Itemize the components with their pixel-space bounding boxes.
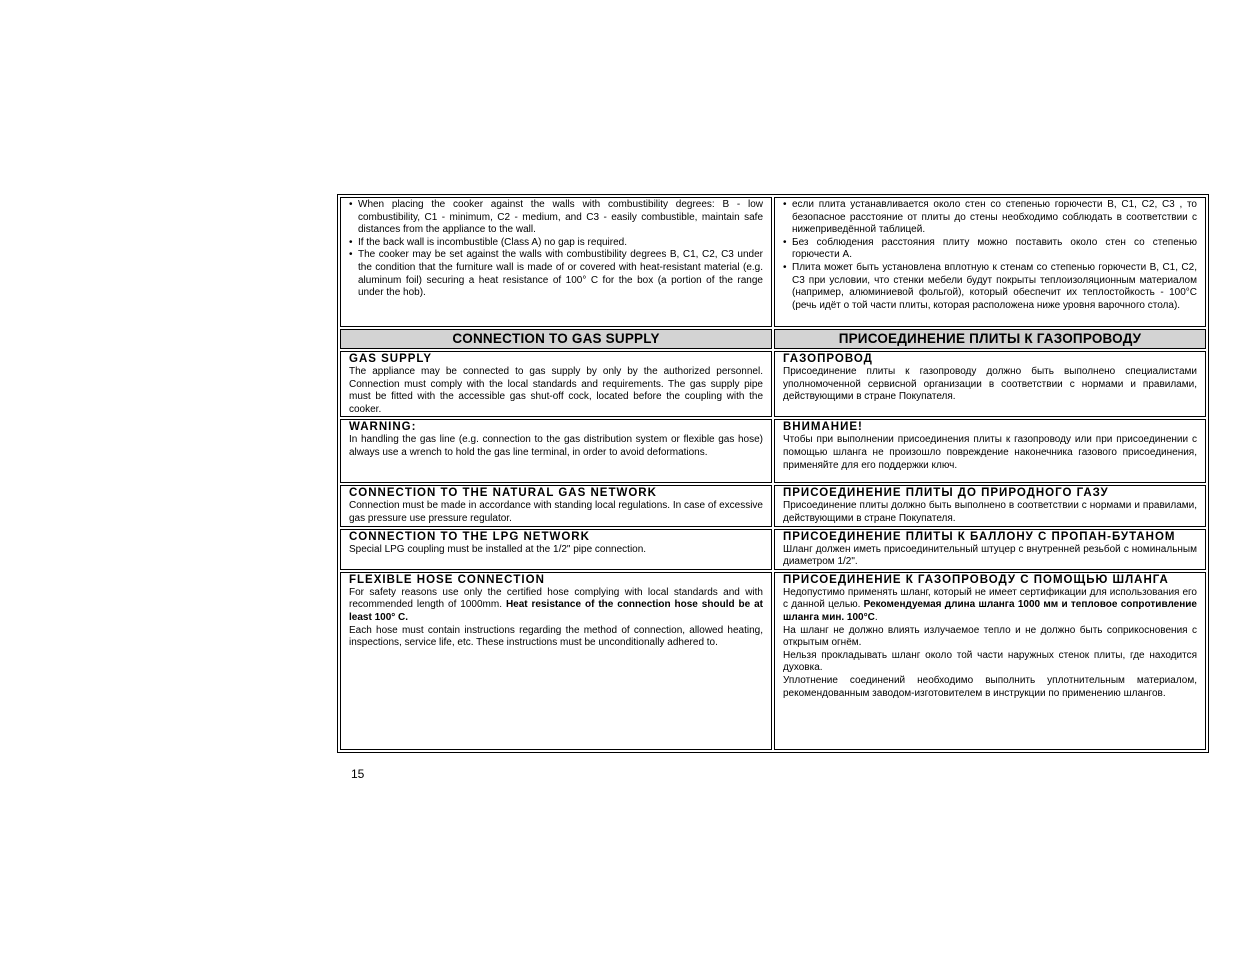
table-row [340,197,1206,327]
hose-text-1-end-ru: . [874,611,878,623]
warning-text-ru: Чтобы при выполнении присоединения плиты к газопроводу или при присоединении с помощью шланга не произошло повреждение наконечника газового присоединения, применяйте для его поддержки ключ. [783,434,1197,471]
table-row [340,485,1206,526]
lpg-text-ru: Шланг должен иметь присоединительный штуцер с внутренней резьбой с номинальным диаметром 1/2". [783,543,1197,568]
manual-table [337,194,1209,753]
section-header-ru: ПРИСОЕДИНЕНИЕ ПЛИТЫ К ГАЗОПРОВОДУ [774,329,1206,349]
hose-title-en: FLEXIBLE HOSE CONNECTION [349,573,545,586]
hose-par-1-ru [783,587,1197,625]
hose-cell-ru [774,572,1206,750]
lpg-title-ru: ПРИСОЕДИНЕНИЕ ПЛИТЫ К БАЛЛОНУ С ПРОПАН-БУТАНОМ [783,530,1176,543]
list-item: • Плита может быть установлена вплотную к стенам со степенью горючести B, C1, C2, C3 при условии, что стенки мебели будут покрыты теплоизоляционным материалом (например, алюминиевой фольгой), который обеспечит их теплостойкость - 100°C (речь идёт о той части плиты, которая расположена ниже уровня варочного стола). [783,262,1197,312]
warning-cell-ru [774,419,1206,483]
lpg-cell-en [340,529,772,570]
hose-title-ru: ПРИСОЕДИНЕНИЕ К ГАЗОПРОВОДУ С ПОМОЩЬЮ ШЛАНГА [783,573,1169,586]
gas-supply-cell-en [340,351,772,417]
lpg-title-en: CONNECTION TO THE LPG NETWORK [349,530,590,543]
hose-par-2-en: Each hose must contain instructions regarding the method of connection, allowed heating, inspections, service life, etc. These instructions must be unconditionally adhered to. [349,624,763,649]
bullet-list-en [349,199,763,300]
gas-supply-text-ru: Присоединение плиты к газопроводу должно быть выполнено специалистами уполномоченной сервисной организации в соответствии с нормами и правилами, действующими в стране Покупателя. [783,366,1197,403]
table-row [340,572,1206,750]
hose-par-3-ru: Нельзя прокладывать шланг около той части наружных стенок плиты, где находится духовка. [783,649,1197,674]
table-row [340,351,1206,417]
natural-gas-text-en: Connection must be made in accordance with standing local regulations. In case of excessive gas pressure use pressure regulator. [349,500,763,524]
warning-text-en: In handling the gas line (e.g. connection to the gas distribution system or flexible gas hose) always use a wrench to hold the gas line terminal, in order to avoid deformations. [349,434,763,458]
list-item: • When placing the cooker against the walls with combustibility degrees: B - low combustibility, C1 - minimum, C2 - medium, and C3 - easily combustible, maintain safe distances from the appliance to the wall. [349,199,763,237]
table-row [340,419,1206,483]
hose-par-2-ru: На шланг не должно влиять излучаемое тепло и не должно быть соприкосновения с открытым огнём. [783,624,1197,649]
gas-supply-title-en: GAS SUPPLY [349,353,433,365]
bullet-list-ru [783,199,1197,312]
natural-gas-title-ru: ПРИСОЕДИНЕНИЕ ПЛИТЫ ДО ПРИРОДНОГО ГАЗУ [783,487,1109,500]
top-cell-en [340,197,772,327]
hose-text-1-en: For safety reasons use only the certified hose complying with local standards and with recommended length of 1000mm. [349,586,763,611]
hose-text-1-bold-en: Heat resistance of the connection hose should be at least 100° C. [349,599,764,623]
list-item: • If the back wall is incombustible (Class A) no gap is required. [349,237,763,250]
lpg-cell-ru [774,529,1206,570]
list-item: • Без соблюдения расстояния плиту можно поставить около стен со степенью горючести A. [783,237,1197,262]
lpg-text-en: Special LPG coupling must be installed at the 1/2" pipe connection. [349,543,647,555]
gas-supply-cell-ru [774,351,1206,417]
hose-text-1-bold-ru: Рекомендуемая длина шланга 1000 мм и тепловое сопротивление шланга мин. 100°C [783,599,1197,623]
page-number: 15 [351,767,365,781]
natural-gas-title-en: CONNECTION TO THE NATURAL GAS NETWORK [349,487,657,500]
hose-par-1-en [349,587,763,625]
table-row [340,529,1206,570]
natural-gas-text-ru: Присоединение плиты должно быть выполнено в соответствии с нормами и правилами, действующими в стране Покупателя. [783,500,1197,524]
warning-title-en: WARNING: [349,421,417,434]
hose-par-4-ru: Уплотнение соединений необходимо выполнить уплотнительным материалом, рекомендованным заводом-изготовителем в инструкции по применению шлангов. [783,674,1197,699]
gas-supply-title-ru: ГАЗОПРОВОД [783,353,873,365]
hose-cell-en [340,572,772,750]
warning-cell-en [340,419,772,483]
list-item: • если плита устанавливается около стен со степенью горючести B, C1, C2, C3 , то безопасное расстояние от плиты до стены необходимо соблюдать в соответствии с нижеприведённой таблицей. [783,199,1197,237]
table-row [340,329,1206,349]
natural-gas-cell-en [340,485,772,526]
section-header-en: CONNECTION TO GAS SUPPLY [340,329,772,349]
top-cell-ru [774,197,1206,327]
natural-gas-cell-ru [774,485,1206,526]
warning-title-ru: ВНИМАНИЕ! [783,421,863,434]
hose-text-1-ru: Недопустимо применять шланг, который не имеет сертификации для использования его с данной целью. [783,586,1197,611]
gas-supply-text-en: The appliance may be connected to gas supply by only by the authorized personnel. Connection must comply with the local standards and requirements. The gas supply pipe must be fitted with the accessible gas shut-off cock, located before the coupling with the cooker. [349,366,763,415]
list-item: • The cooker may be set against the walls with combustibility degrees B, C1, C2, C3 under the condition that the furniture wall is made of or covered with heat-resistant material (e.g. aluminum foil) securing a heat resistance of 100° C for the box (a portion of the range under the hob). [349,249,763,299]
